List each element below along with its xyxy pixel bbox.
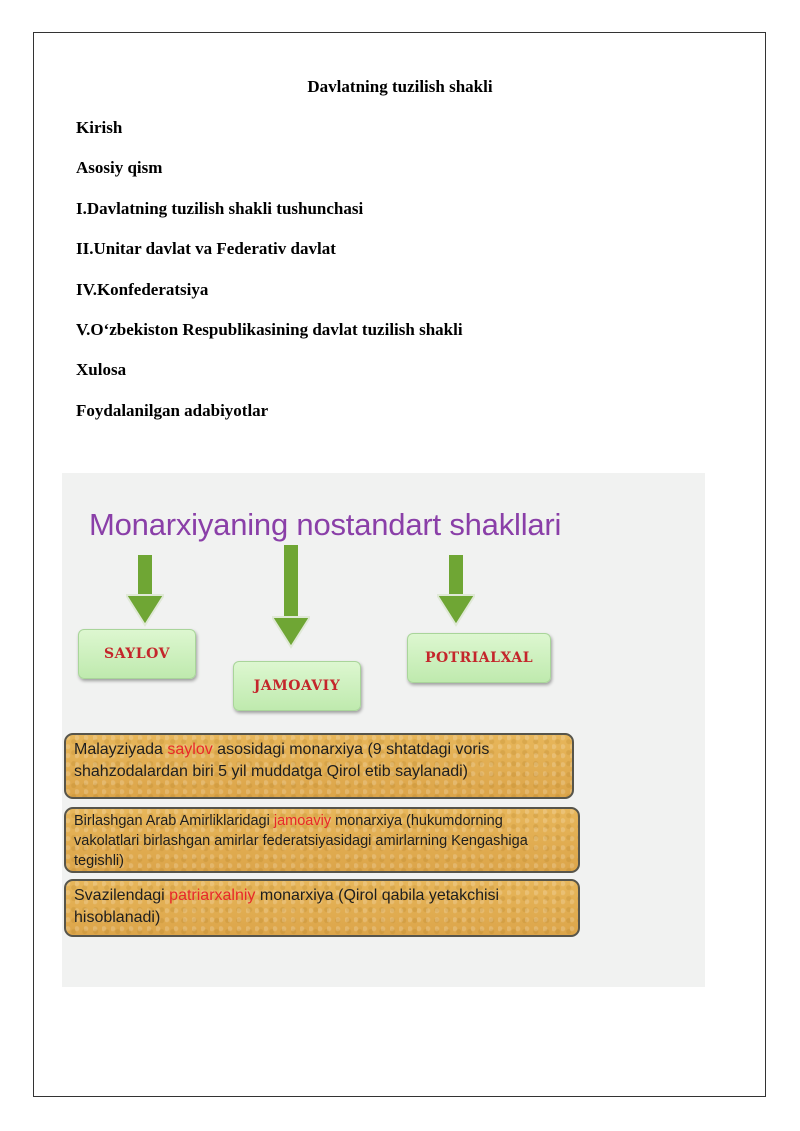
info-text: Birlashgan Arab Amirliklaridagi xyxy=(74,813,274,829)
toc-item: I.Davlatning tuzilish shakli tushunchasi xyxy=(76,198,364,218)
toc-item: IV.Konfederatsiya xyxy=(76,279,209,299)
info-text: Svazilendagi xyxy=(74,887,170,904)
info-box-swaziland xyxy=(64,879,580,937)
info-highlight: patriarxalniy xyxy=(169,887,256,904)
info-text: Malayziyada xyxy=(74,741,168,758)
figure-title: Monarxiyaning nostandart shakllari xyxy=(89,507,562,542)
toc-item: Kirish xyxy=(76,118,123,137)
document-title: Davlatning tuzilish shakli xyxy=(307,77,493,96)
info-text: asosidagi monarxiya (9 shtatdagi voris shahzodalardan biri 5 yil muddatga Qirol etib saylanadi) xyxy=(74,741,490,780)
down-arrow-icon xyxy=(437,555,475,627)
toc-item: II.Unitar davlat va Federativ davlat xyxy=(76,239,336,259)
info-text: monarxiya (Qirol qabila yetakchisi hisoblanadi) xyxy=(74,887,500,926)
info-box-malaysia xyxy=(64,733,574,799)
form-box-jamoaviy: JAMOAVIY xyxy=(233,661,361,711)
monarchy-forms-figure xyxy=(62,473,705,987)
down-arrow-icon xyxy=(126,555,164,627)
toc-item: Foydalanilgan adabiyotlar xyxy=(76,400,269,420)
toc-item: Xulosa xyxy=(76,360,127,380)
toc-item: V.O‘zbekiston Respublikasining davlat tuzilish shakli xyxy=(76,319,463,339)
down-arrow-icon xyxy=(272,545,310,649)
info-box-uae xyxy=(64,807,580,873)
form-box-potrialxal: POTRIALXAL xyxy=(407,633,551,683)
table-of-contents xyxy=(76,118,463,441)
toc-item: Asosiy qism xyxy=(76,158,163,178)
info-highlight: saylov xyxy=(167,741,213,758)
form-box-saylov: SAYLOV xyxy=(78,629,196,679)
info-text: monarxiya (hukumdorning vakolatlari birlashgan amirlar federatsiyasidagi amirlarning Kengashiga tegishli) xyxy=(74,813,528,869)
info-highlight: jamoaviy xyxy=(273,813,332,829)
